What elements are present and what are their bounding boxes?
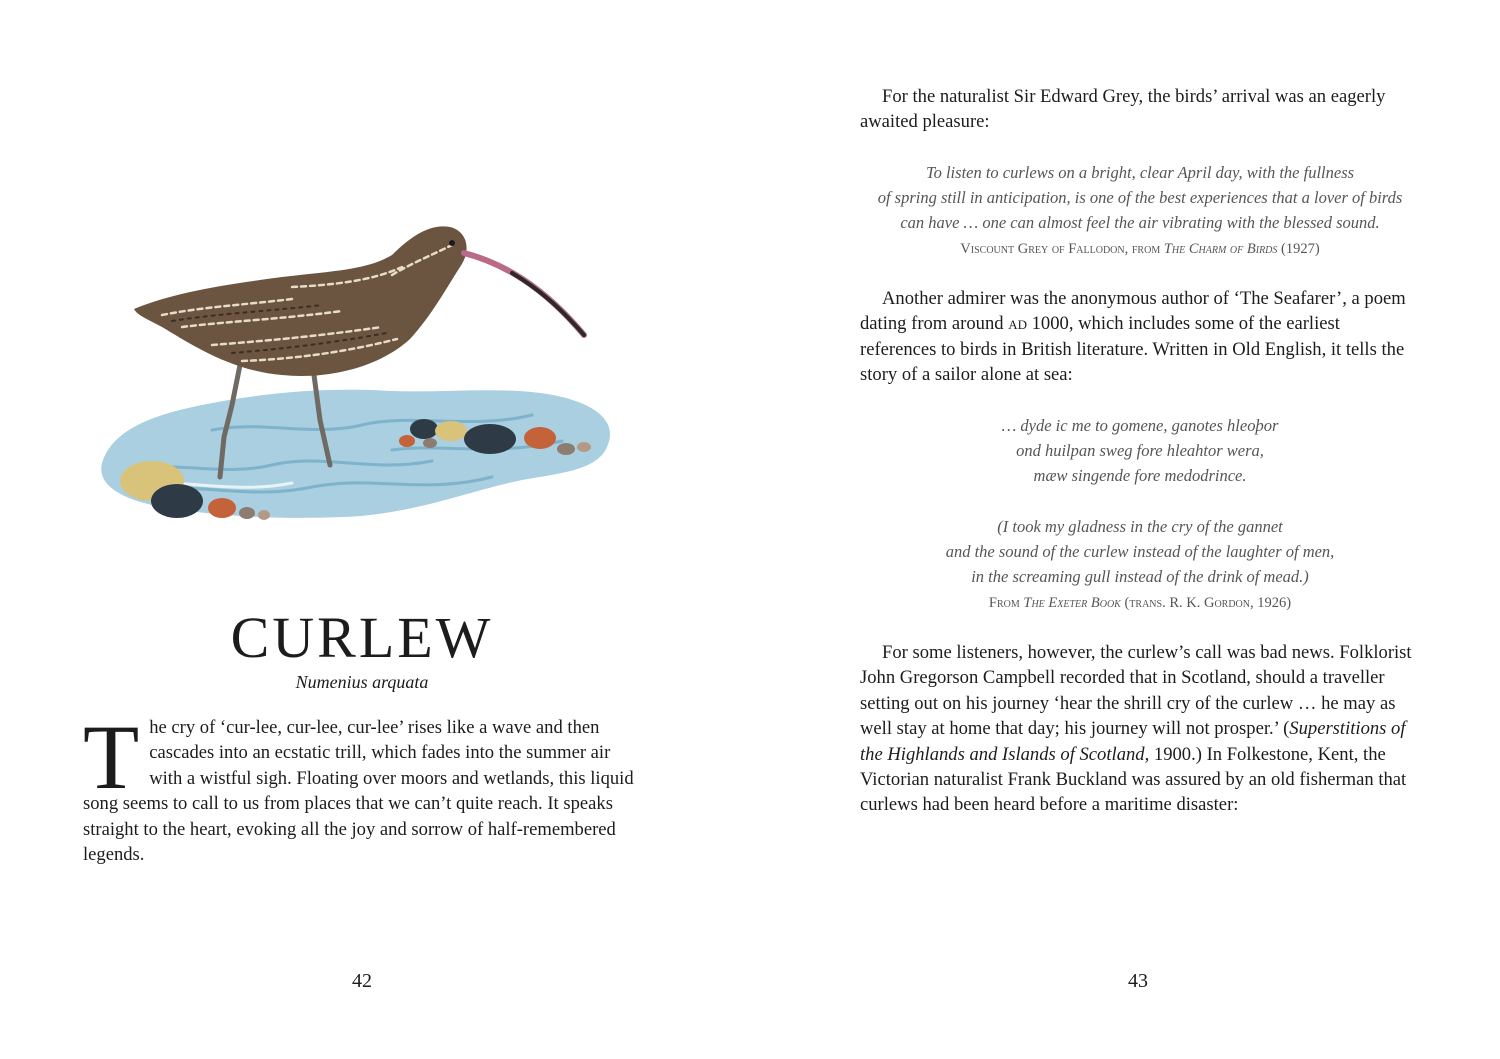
quote-old-english [860, 413, 1420, 489]
page-number-left: 42 [352, 970, 372, 992]
paragraph-seafarer [860, 286, 1420, 388]
quote-line: mæw singende fore medodrince. [1033, 466, 1247, 486]
quote-line: in the screaming gull instead of the drink of mead.) [971, 567, 1309, 587]
paragraph-text: 1000, which includes some of the earliest references to birds in British literature. Written in Old English, it tells the story of a sailor alone at sea: [860, 313, 1405, 386]
page-number-right: 43 [1128, 970, 1148, 992]
drop-cap: T [83, 706, 140, 808]
paragraph-grey: For the naturalist Sir Edward Grey, the birds’ arrival was an eagerly awaited pleasure: [860, 86, 1386, 133]
attribution-exeter-book [860, 593, 1420, 613]
attribution-text: Viscount Grey of Fallodon, from [960, 241, 1164, 257]
quote-line: ond huilpan sweg fore hleahtor wera, [1016, 441, 1264, 461]
quote-line: (I took my gladness in the cry of the gannet [997, 517, 1283, 536]
quote-line: and the sound of the curlew instead of the laughter of men, [945, 542, 1335, 562]
species-latin-name: Numenius arquata [295, 672, 429, 692]
intro-paragraph [83, 706, 643, 867]
paragraph-text: Another admirer was the anonymous author of ‘The Seafarer’, a poem dating from around [860, 288, 1406, 335]
paragraph-text: , 1900.) In Folkestone, Kent, the Victorian naturalist Frank Buckland was assured by an old fisherman that curlews had been heard before a maritime disaster: [860, 743, 1407, 816]
attribution-work-title: The Exeter Book [1023, 595, 1121, 611]
intro-text: he cry of ‘cur-lee, cur-lee, cur-lee’ rises like a wave and then cascades into an ecstatic trill, which fades into the summer air with a wistful sigh. Floating over moors and wetlands, this liquid song seems to call to us from places that we can’t quite reach. It speaks straight to the heart, evoking all the joy and sorrow of half-remembered legends. [83, 717, 634, 866]
quote-line: can have … one can almost feel the air vibrating with the blessed sound. [900, 213, 1380, 233]
paragraph-bad-news [860, 640, 1420, 818]
attribution-grey [860, 239, 1420, 259]
right-page [750, 0, 1500, 1059]
quote-translation [860, 514, 1420, 590]
paragraph-text: For some listeners, however, the curlew’s call was bad news. Folklorist John Gregorson Campbell recorded that in Scotland, should a traveller setting out on his journey ‘hear the shrill cry of the curlew … he may as well stay at home that day; his journey will not prosper.’ ( [860, 642, 1412, 740]
curlew-illustration [92, 215, 622, 535]
quote-line: To listen to curlews on a bright, clear April day, with the fullness [925, 163, 1355, 182]
era-abbreviation: ad [1008, 313, 1027, 335]
quote-grey [860, 160, 1420, 236]
attribution-text: (trans. R. K. Gordon, 1926) [1120, 595, 1292, 611]
quote-line: … dyde ic me to gomene, ganotes hleoþor [1001, 416, 1279, 435]
species-title: CURLEW [230, 605, 494, 670]
quote-line: of spring still in anticipation, is one of the best experiences that a lover of birds [877, 188, 1403, 208]
attribution-work-title: The Charm of Birds [1163, 241, 1278, 257]
cited-work-title: Superstitions of the Highlands and Islands of Scotland [860, 718, 1406, 765]
attribution-text: From [988, 595, 1024, 611]
attribution-text: (1927) [1277, 241, 1320, 257]
